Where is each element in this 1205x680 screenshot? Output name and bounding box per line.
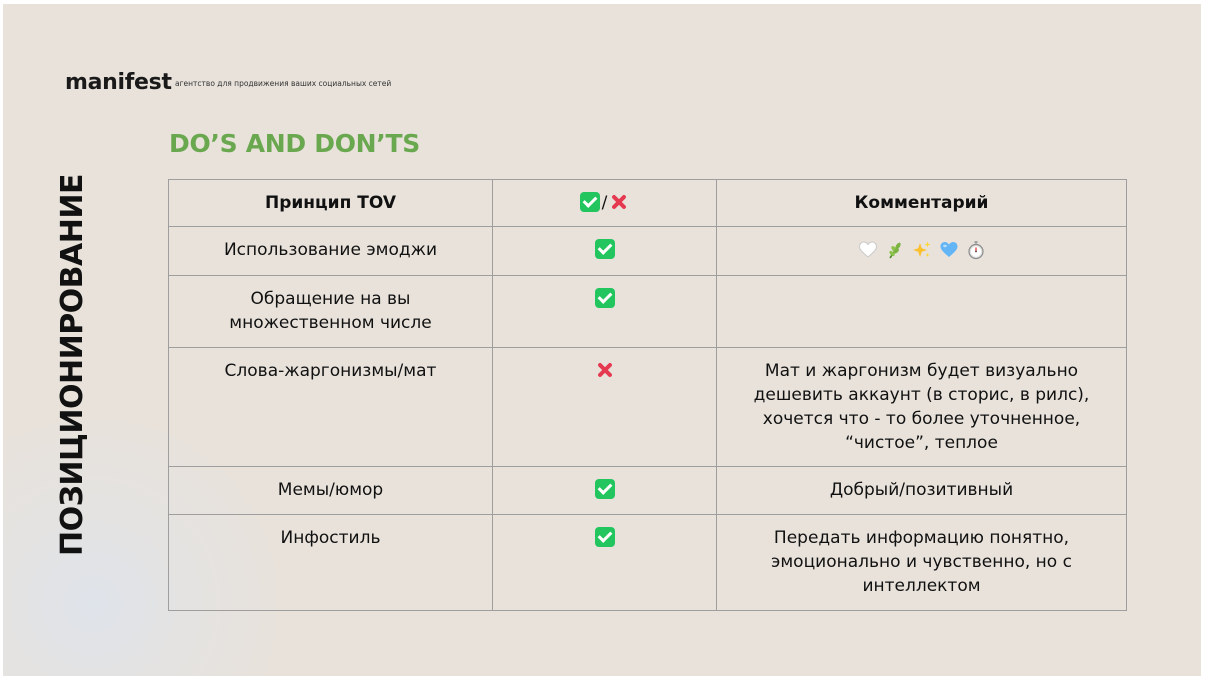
- row-comment: Мат и жаргонизм будет визуально дешевить аккаунт (в сторис, в рилс), хочется что - то более уточненное, “чистое”, теплое: [717, 348, 1127, 467]
- sparkles-icon: [912, 240, 932, 260]
- row-comment: [717, 227, 1127, 276]
- vertical-section-title: ПОЗИЦИОНИРОВАНИЕ: [55, 174, 90, 556]
- herb-icon: [885, 240, 905, 260]
- row-comment: [717, 276, 1127, 348]
- row-mark: [493, 515, 717, 611]
- row-mark: [493, 276, 717, 348]
- row-principle: Использование эмоджи: [169, 227, 493, 276]
- header-mark-separator: /: [601, 193, 608, 213]
- page-title: DO’S AND DON’TS: [169, 129, 420, 158]
- table-row: [169, 467, 1127, 515]
- row-principle: Мемы/юмор: [169, 467, 493, 515]
- slide: [3, 4, 1201, 676]
- stopwatch-icon: [966, 240, 986, 260]
- check-mark-icon: [595, 239, 615, 259]
- row-mark: [493, 227, 717, 276]
- table-row: [169, 276, 1127, 348]
- check-mark-icon: [580, 192, 600, 212]
- cross-mark-icon: [595, 360, 615, 380]
- row-principle: Слова-жаргонизмы/мат: [169, 348, 493, 467]
- dos-donts-table: [168, 179, 1127, 611]
- table-row: [169, 227, 1127, 276]
- row-principle: Обращение на вы множественном числе: [169, 276, 493, 348]
- brand-logo: manifest: [65, 70, 172, 95]
- table-row: [169, 515, 1127, 611]
- cross-mark-icon: [609, 192, 629, 212]
- row-mark: [493, 348, 717, 467]
- row-principle: Инфостиль: [169, 515, 493, 611]
- table-row: [169, 348, 1127, 467]
- check-mark-icon: [595, 527, 615, 547]
- check-mark-icon: [595, 479, 615, 499]
- blue-heart-icon: [939, 240, 959, 260]
- row-comment: Передать информацию понятно, эмоционально и чувственно, но с интеллектом: [717, 515, 1127, 611]
- header-principle: Принцип TOV: [169, 180, 493, 227]
- emoji-list: [858, 240, 986, 260]
- row-comment: Добрый/позитивный: [717, 467, 1127, 515]
- header-mark: [493, 180, 717, 227]
- header-comment: Комментарий: [717, 180, 1127, 227]
- check-mark-icon: [595, 288, 615, 308]
- table-header-row: [169, 180, 1127, 227]
- brand-tagline: агентство для продвижения ваших социальных сетей: [175, 79, 392, 88]
- white-heart-icon: [858, 240, 878, 260]
- row-mark: [493, 467, 717, 515]
